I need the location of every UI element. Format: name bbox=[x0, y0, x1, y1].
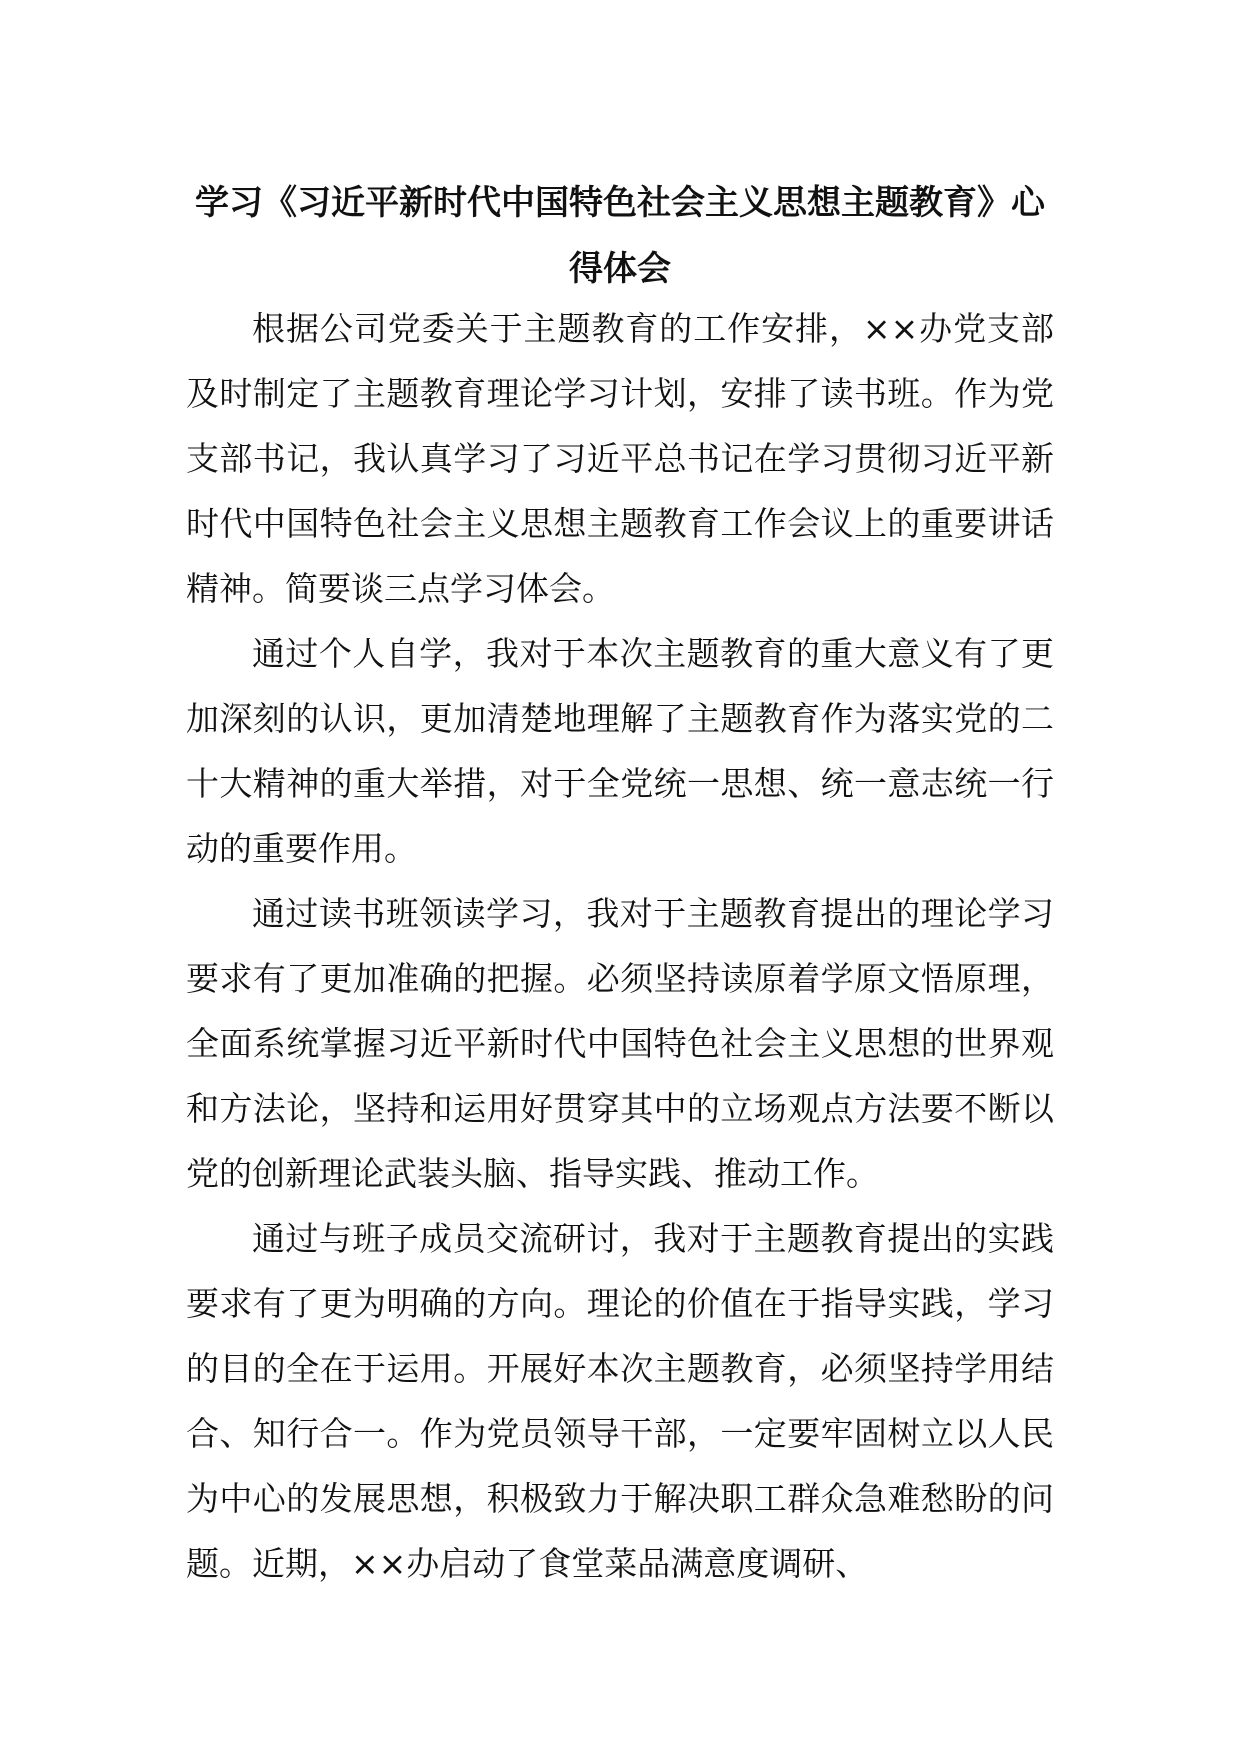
text-line: 通过读书班领读学习，我对于主题教育提出的理论学 bbox=[252, 894, 1021, 933]
title-line-1: 学习《习近平新时代中国特色社会主义思想主题教育》心 bbox=[195, 183, 1045, 223]
text-line: 学用结合、知行合一。作为党员领导干部，一定要牢固树 bbox=[186, 1349, 1055, 1453]
text-line: 及时制定了主题教育理论学习计划，安排了读书班。作为 bbox=[186, 374, 1021, 413]
paragraph-1 bbox=[186, 296, 1054, 621]
text-line: 习要求有了更加准确的把握。必须坚持读原着学原文悟原 bbox=[186, 894, 1054, 998]
text-line: 的二十大精神的重大举措，对于全党统一思想、统一意志 bbox=[186, 699, 1055, 803]
text-line: 根据公司党委关于主题教育的工作安排，××办党支部 bbox=[252, 309, 1054, 348]
text-line: 要讲话精神。简要谈三点学习体会。 bbox=[186, 504, 1055, 608]
title-line-2: 得体会 bbox=[569, 249, 671, 289]
text-line: 统一行动的重要作用。 bbox=[186, 764, 1055, 868]
text-line: 立以人民为中心的发展思想，积极致力于解决职工群众急 bbox=[186, 1414, 1055, 1518]
text-line: 通过与班子成员交流研讨，我对于主题教育提出的实 bbox=[252, 1219, 1021, 1258]
text-line: 平新时代中国特色社会主义思想主题教育工作会议上的重 bbox=[186, 439, 1055, 543]
text-line: 党支部书记，我认真学习了习近平总书记在学习贯彻习近 bbox=[186, 374, 1054, 478]
text-line: 要不断以党的创新理论武装头脑、指导实践、推动工作。 bbox=[186, 1089, 1055, 1193]
text-line: 学习的目的全在于运用。开展好本次主题教育，必须坚持 bbox=[186, 1284, 1055, 1388]
paragraph-2 bbox=[186, 621, 1054, 881]
text-line: 更加深刻的认识，更加清楚地理解了主题教育作为落实党 bbox=[186, 634, 1054, 738]
document-title bbox=[186, 170, 1054, 302]
text-line: 践要求有了更为明确的方向。理论的价值在于指导实践， bbox=[186, 1219, 1054, 1323]
document-body bbox=[186, 296, 1054, 1596]
text-line: 难愁盼的问题。近期，××办启动了食堂菜品满意度调研、 bbox=[186, 1479, 1055, 1583]
text-line: 理，全面系统掌握习近平新时代中国特色社会主义思想的 bbox=[186, 959, 1055, 1063]
text-line: 通过个人自学，我对于本次主题教育的重大意义有了 bbox=[252, 634, 1021, 673]
paragraph-3 bbox=[186, 881, 1054, 1206]
paragraph-4 bbox=[186, 1206, 1054, 1596]
text-line: 世界观和方法论，坚持和运用好贯穿其中的立场观点方法 bbox=[186, 1024, 1055, 1128]
